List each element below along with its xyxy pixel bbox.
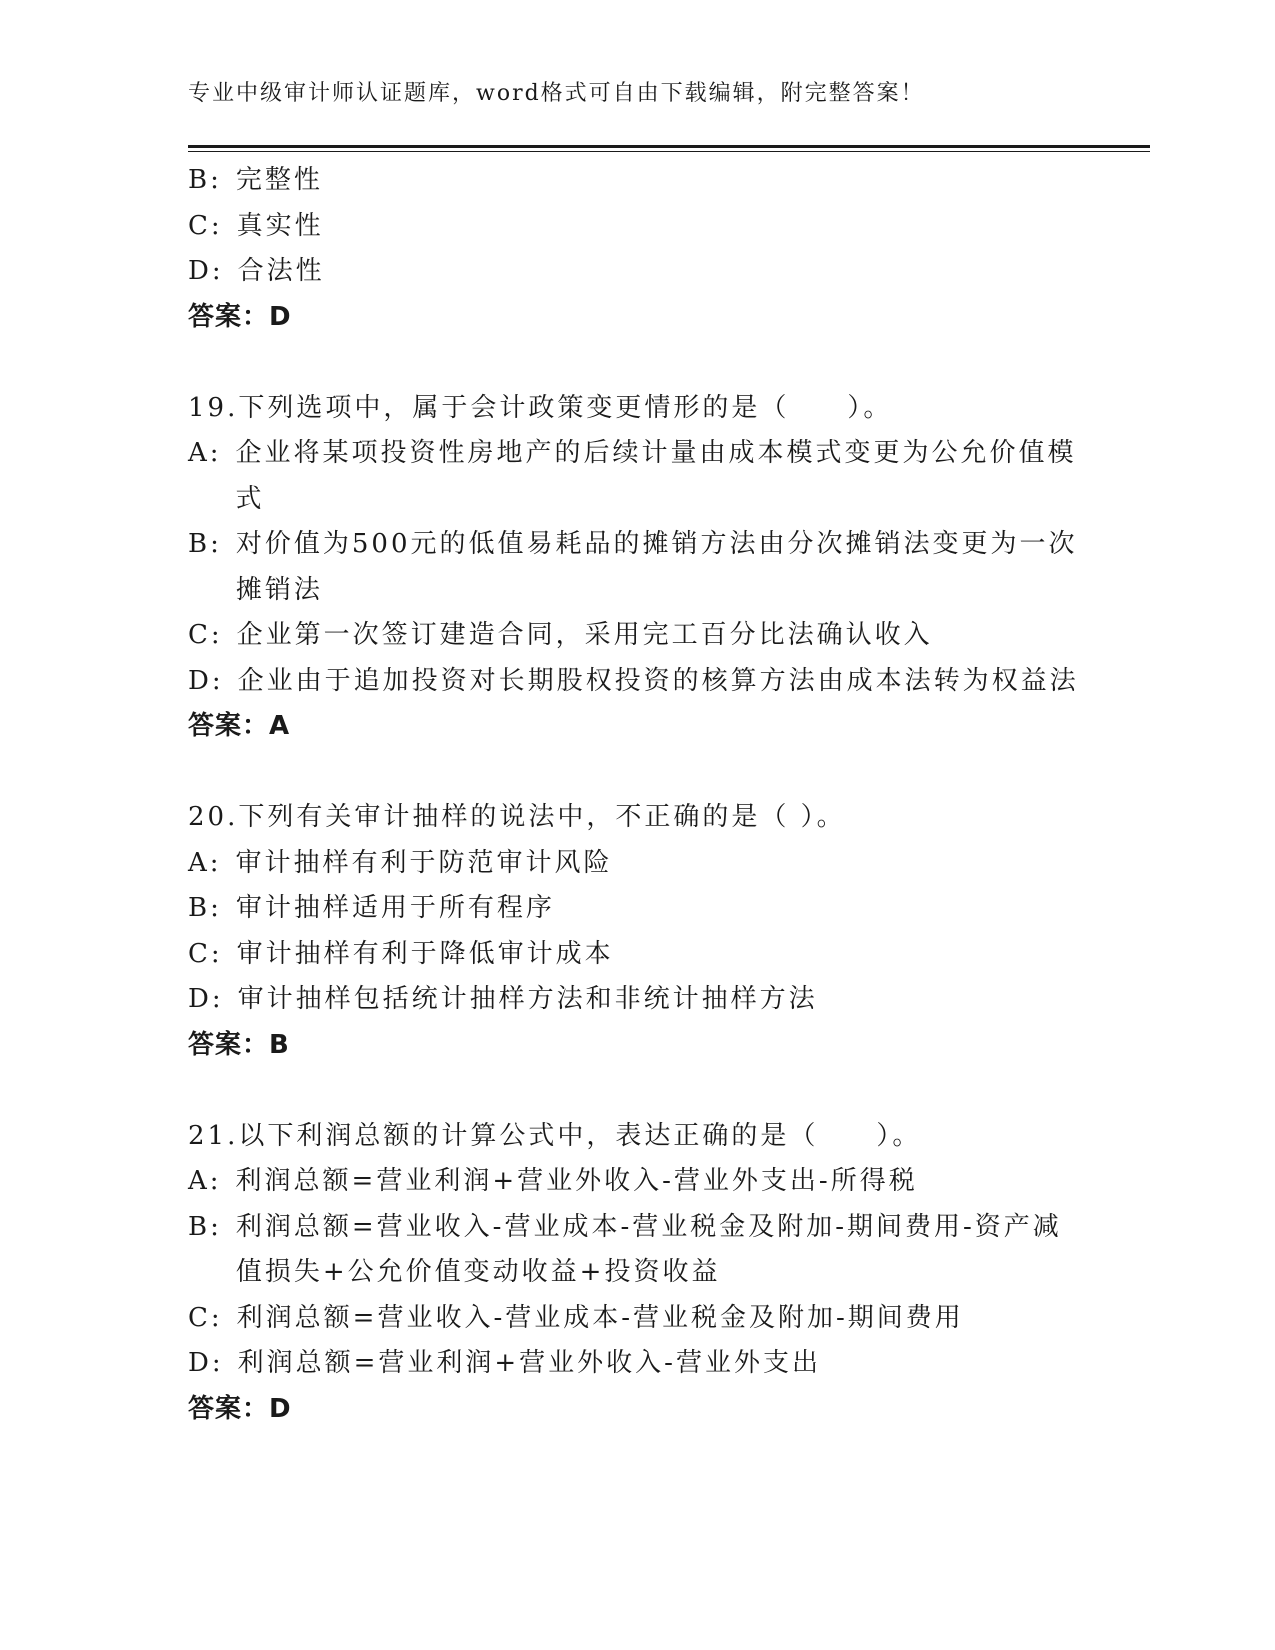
answer-line: 答案：A [188, 711, 291, 741]
option-d [188, 659, 1088, 705]
option-a [188, 431, 1088, 522]
option-key: C: [188, 620, 223, 650]
option-c [188, 1296, 1088, 1342]
option-text: 利润总额=营业利润+营业外收入-营业外支出-所得税 [235, 1166, 918, 1196]
option-key: C: [188, 1302, 223, 1333]
question-19-block [188, 386, 1088, 750]
answer-line: 答案：B [188, 1029, 290, 1060]
question-19-stem: 19.下列选项中，属于会计政策变更情形的是（ ）。 [188, 392, 893, 423]
question-21-block [188, 1114, 1088, 1433]
option-text: 真实性 [236, 210, 324, 241]
option-text: 完整性 [235, 165, 323, 195]
option-key: A: [188, 847, 222, 878]
prev-question-block [188, 158, 1088, 340]
option-b [188, 886, 1088, 932]
option-key: B: [188, 165, 222, 195]
option-text: 利润总额=营业收入-营业成本-营业税金及附加-期间费用-资产减值损失+公允价值变动收益+投资收益 [235, 1211, 1062, 1287]
option-text: 利润总额=营业收入-营业成本-营业税金及附加-期间费用 [236, 1302, 964, 1333]
option-b [188, 1205, 1088, 1296]
answer-line: 答案：D [188, 301, 292, 332]
option-key: B: [188, 893, 222, 923]
option-key: D: [188, 984, 224, 1014]
option-d [188, 249, 1088, 295]
option-text: 企业将某项投资性房地产的后续计量由成本模式变更为公允价值模式 [235, 438, 1077, 514]
option-key: B: [188, 529, 222, 559]
option-a [188, 1159, 1088, 1205]
option-key: D: [188, 665, 224, 696]
option-key: A: [188, 1166, 222, 1196]
option-b [188, 522, 1088, 613]
header-rule-thin [188, 151, 1150, 152]
page-header: 专业中级审计师认证题库，word格式可自由下载编辑，附完整答案！ [188, 81, 925, 106]
question-20-block [188, 795, 1088, 1068]
question-21-stem: 21.以下利润总额的计算公式中，表达正确的是（ ）。 [188, 1120, 922, 1151]
header-rule-thick [188, 145, 1150, 148]
option-key: B: [188, 1211, 222, 1242]
question-20-stem: 20.下列有关审计抽样的说法中，不正确的是（ ）。 [188, 802, 846, 832]
option-text: 审计抽样包括统计抽样方法和非统计抽样方法 [237, 984, 818, 1014]
option-text: 企业第一次签订建造合同，采用完工百分比法确认收入 [236, 620, 933, 650]
option-key: D: [188, 1348, 224, 1378]
option-text: 审计抽样有利于防范审计风险 [235, 847, 613, 878]
document-body [188, 158, 1088, 1432]
option-b [188, 158, 1088, 204]
option-d [188, 1341, 1088, 1387]
option-key: C: [188, 938, 223, 969]
option-d [188, 977, 1088, 1023]
option-key: C: [188, 210, 223, 241]
option-key: A: [188, 438, 222, 468]
option-a [188, 841, 1088, 887]
option-c [188, 932, 1088, 978]
option-text: 审计抽样适用于所有程序 [235, 893, 555, 923]
option-c [188, 613, 1088, 659]
option-text: 合法性 [237, 256, 325, 286]
option-text: 利润总额=营业利润+营业外收入-营业外支出 [237, 1348, 821, 1378]
option-c [188, 204, 1088, 250]
option-text: 企业由于追加投资对长期股权投资的核算方法由成本法转为权益法 [237, 665, 1079, 696]
option-key: D: [188, 256, 224, 286]
option-text: 审计抽样有利于降低审计成本 [236, 938, 614, 969]
answer-line: 答案：D [188, 1393, 292, 1424]
option-text: 对价值为500元的低值易耗品的摊销方法由分次摊销法变更为一次摊销法 [235, 529, 1078, 605]
